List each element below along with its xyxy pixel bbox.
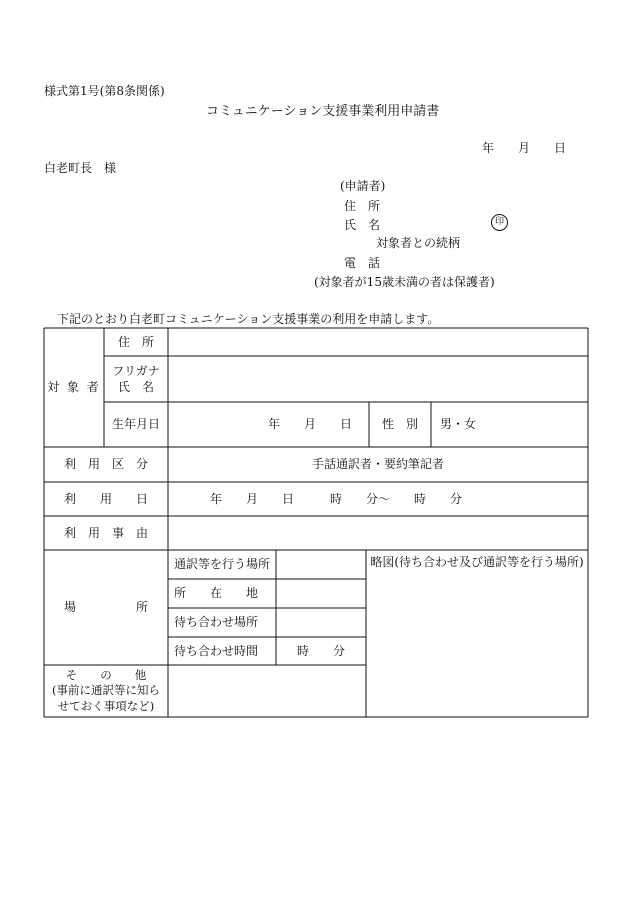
applicant-name-label: 氏 名 bbox=[344, 218, 381, 232]
applicant-relation-label: 対象者との続柄 bbox=[376, 236, 461, 250]
date-line: 年 月 日 bbox=[482, 141, 567, 155]
subject-label: 対 象 者 bbox=[47, 380, 101, 395]
intro-text: 下記のとおり白老町コミュニケーション支援事業の利用を申請します。 bbox=[57, 312, 440, 326]
meeting-time-field[interactable]: 時 分 bbox=[296, 643, 345, 658]
meeting-time-label: 待ち合わせ時間 bbox=[174, 643, 259, 658]
interpret-place-field[interactable] bbox=[276, 550, 366, 579]
applicant-heading: (申請者) bbox=[340, 179, 386, 193]
meeting-place-label: 待ち合わせ場所 bbox=[174, 615, 259, 630]
sex-label: 性 別 bbox=[381, 417, 418, 432]
usage-date-label: 利 用 日 bbox=[63, 491, 148, 506]
subject-address-field[interactable] bbox=[168, 328, 588, 356]
reason-field[interactable] bbox=[168, 516, 588, 550]
location-label: 所 在 地 bbox=[174, 586, 259, 601]
birth-label: 生年月日 bbox=[111, 417, 160, 432]
place-label-1: 場 bbox=[64, 600, 77, 615]
meeting-place-field[interactable] bbox=[276, 608, 366, 637]
other-field[interactable] bbox=[168, 665, 366, 717]
subject-name-label: 氏 名 bbox=[117, 380, 154, 394]
usage-type-label: 利 用 区 分 bbox=[63, 457, 148, 472]
other-label: そ の 他 bbox=[65, 667, 147, 682]
applicant-address-label: 住 所 bbox=[344, 199, 381, 213]
other-label-cell bbox=[44, 665, 168, 717]
birth-date-field[interactable]: 年 月 日 bbox=[268, 417, 353, 432]
map-area[interactable] bbox=[366, 550, 588, 717]
usage-date-field[interactable]: 年 月 日 時 分〜 時 分 bbox=[210, 491, 463, 506]
subject-address-label: 住 所 bbox=[117, 334, 154, 349]
reason-label: 利 用 事 由 bbox=[63, 525, 148, 540]
addressee: 白老町長 様 bbox=[44, 161, 117, 175]
form-number: 様式第1号(第8条関係) bbox=[44, 84, 165, 98]
form-title: コミュニケーション支援事業利用申請書 bbox=[206, 104, 440, 119]
place-label bbox=[44, 550, 168, 665]
place-label-2: 所 bbox=[135, 600, 148, 615]
other-note: (事前に通訳等に知らせておく事項など) bbox=[52, 683, 160, 713]
subject-name-field[interactable] bbox=[168, 356, 588, 402]
interpret-place-label: 通訳等を行う場所 bbox=[174, 557, 271, 572]
usage-type-field[interactable]: 手話通訳者・要約筆記者 bbox=[311, 457, 444, 472]
seal-mark: 印 bbox=[491, 214, 508, 231]
map-label: 略図(待ち合わせ及び通訳等を行う場所) bbox=[370, 555, 584, 569]
applicant-phone-label: 電 話 bbox=[344, 256, 381, 270]
location-field[interactable] bbox=[276, 579, 366, 608]
applicant-note: (対象者が15歳未満の者は保護者) bbox=[314, 275, 495, 289]
subject-name-label-cell bbox=[104, 356, 168, 402]
furigana-label: フリガナ bbox=[112, 363, 160, 378]
sex-field[interactable]: 男・女 bbox=[439, 417, 476, 432]
